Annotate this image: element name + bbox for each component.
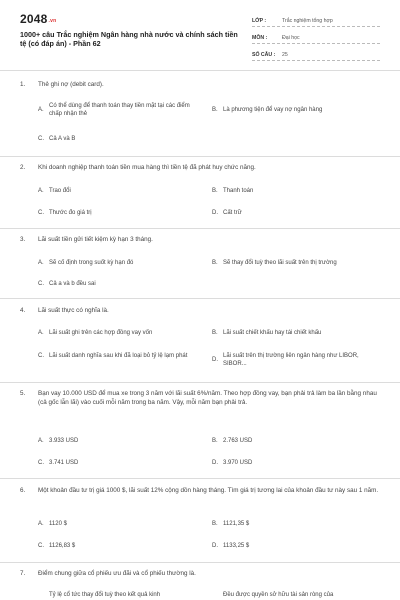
question-text: Một khoản đầu tư trị giá 1000 $, lãi suất 12% cộng dồn hàng tháng. Tìm giá trị tương lai của khoản đầu tư này sau 1 năm. xyxy=(38,487,379,494)
option-letter: A. xyxy=(38,330,44,336)
question-divider xyxy=(0,228,400,229)
question-divider xyxy=(0,562,400,563)
answer-option-c[interactable] xyxy=(38,542,203,550)
question-text: Thẻ ghi nợ (debit card). xyxy=(38,81,104,88)
question-header xyxy=(20,486,382,495)
option-letter: B. xyxy=(212,521,218,527)
answer-option-d[interactable] xyxy=(212,459,382,467)
question-header xyxy=(20,569,382,578)
option-letter: B. xyxy=(212,107,218,113)
option-text: Cả A và B xyxy=(49,136,76,142)
answer-option-b[interactable] xyxy=(212,329,382,337)
question-header xyxy=(20,306,382,315)
answer-option-c[interactable] xyxy=(38,459,203,467)
question-divider xyxy=(0,298,400,299)
question-5 xyxy=(20,389,382,479)
question-divider xyxy=(0,156,400,157)
question-number: 6. xyxy=(20,487,26,494)
document-meta xyxy=(252,12,380,63)
option-letter: D. xyxy=(212,460,218,466)
option-letter: A. xyxy=(38,521,44,527)
question-text: Lãi suất tiền gửi tiết kiệm kỳ hạn 3 tháng. xyxy=(38,236,153,243)
answer-option-b[interactable] xyxy=(212,437,382,445)
option-text: Cất trữ xyxy=(223,210,242,216)
question-number: 7. xyxy=(20,570,26,577)
option-letter: C. xyxy=(38,353,44,359)
option-text: Tỷ lệ cổ tức thay đổi tuỳ theo kết quả kinh xyxy=(49,592,161,598)
option-text: Sẽ thay đổi tuỳ theo lãi suất trên thị trường xyxy=(223,260,337,266)
answer-option-a[interactable] xyxy=(38,259,203,267)
meta-value: Đại học xyxy=(282,35,300,41)
option-letter: D. xyxy=(212,210,218,216)
answer-option-b[interactable] xyxy=(223,591,383,599)
answer-option-a[interactable] xyxy=(38,102,203,118)
question-header xyxy=(20,163,382,172)
meta-row-count xyxy=(252,46,380,61)
document-title: 1000+ câu Trắc nghiệm Ngân hàng nhà nước và chính sách tiền tệ (có đáp án) - Phần 62 xyxy=(20,30,238,48)
question-text: Khi doanh nghiệp thanh toán tiền mua hàng thì tiền tệ đã phát huy chức năng. xyxy=(38,164,256,171)
option-letter: B. xyxy=(212,260,218,266)
answer-option-a[interactable] xyxy=(38,187,203,195)
question-2 xyxy=(20,163,382,233)
question-header xyxy=(20,80,382,89)
question-1 xyxy=(20,80,382,160)
option-letter: B. xyxy=(212,438,218,444)
option-text: 3.741 USD xyxy=(49,460,79,466)
answer-option-a[interactable] xyxy=(49,591,214,599)
option-letter: C. xyxy=(38,136,44,142)
question-4 xyxy=(20,306,382,386)
question-number: 4. xyxy=(20,307,26,314)
option-text: 2.763 USD xyxy=(223,438,253,444)
meta-label: LỚP : xyxy=(252,18,267,24)
answer-option-b[interactable] xyxy=(212,520,382,528)
question-7 xyxy=(20,569,382,600)
option-text: 1121,35 $ xyxy=(223,521,250,527)
question-number: 2. xyxy=(20,164,26,171)
option-text: 3.933 USD xyxy=(49,438,79,444)
meta-label: MÔN : xyxy=(252,35,268,41)
answer-option-c[interactable] xyxy=(38,352,208,360)
option-text: Sẽ cố định trong suốt kỳ hạn đó xyxy=(49,260,134,266)
meta-row-class xyxy=(252,12,380,27)
option-text: Trao đổi xyxy=(49,188,71,194)
question-6 xyxy=(20,486,382,561)
option-text: Lãi suất chiết khấu hay tái chiết khấu xyxy=(223,330,322,336)
option-text: Cả a và b đều sai xyxy=(49,281,96,287)
option-text: Lãi suất trên thị trường liên ngân hàng như LIBOR, SIBOR... xyxy=(223,353,359,367)
document-header xyxy=(0,0,400,70)
option-text: 1126,83 $ xyxy=(49,543,76,549)
option-text: 1133,25 $ xyxy=(223,543,250,549)
question-header xyxy=(20,389,382,407)
answer-option-a[interactable] xyxy=(38,437,203,445)
answer-option-d[interactable] xyxy=(212,209,382,217)
option-letter: A. xyxy=(38,188,44,194)
question-3 xyxy=(20,235,382,300)
option-letter: D. xyxy=(212,357,218,363)
option-letter: C. xyxy=(38,543,44,549)
question-number: 3. xyxy=(20,236,26,243)
question-text: Bạn vay 10.000 USD để mua xe trong 3 năm với lãi suất 6%/năm. Theo hợp đồng vay, bạn phải trả làm ba lần bằng nhau (cả gốc lẫn lãi) vào cuối mỗi năm trong ba năm. Vậy, mỗi năm bạn phải trả. xyxy=(38,390,377,406)
option-text: Có thể dùng để thanh toán thay tiền mặt tại các điểm chấp nhận thẻ xyxy=(49,103,190,117)
answer-option-b[interactable] xyxy=(212,187,382,195)
question-number: 5. xyxy=(20,390,26,397)
header-divider xyxy=(0,70,400,71)
meta-value: Trắc nghiệm tổng hợp xyxy=(282,18,333,24)
option-letter: B. xyxy=(212,330,218,336)
answer-option-c[interactable] xyxy=(38,209,203,217)
logo-suffix: .vn xyxy=(48,18,57,24)
option-letter: A. xyxy=(38,438,44,444)
option-letter: D. xyxy=(212,543,218,549)
question-text: Lãi suất thực có nghĩa là. xyxy=(38,307,109,314)
option-text: Lãi suất danh nghĩa sau khi đã loại bỏ tỷ lệ lạm phát xyxy=(49,353,188,359)
meta-label: SỐ CÂU : xyxy=(252,52,276,58)
question-text: Điểm chung giữa cổ phiếu ưu đãi và cổ phiếu thường là. xyxy=(38,570,196,577)
option-text: Thước đo giá trị xyxy=(49,210,92,216)
option-text: Đều được quyền sở hữu tài sản ròng của xyxy=(223,592,334,598)
meta-row-subject xyxy=(252,29,380,44)
option-letter: A. xyxy=(38,107,44,113)
meta-value: 25 xyxy=(282,52,288,58)
option-text: 1120 $ xyxy=(49,521,67,527)
logo-text: 2048 xyxy=(20,12,48,26)
answer-option-a[interactable] xyxy=(38,329,208,337)
option-text: Thanh toán xyxy=(223,188,254,194)
site-logo[interactable] xyxy=(20,12,56,26)
answer-option-c[interactable] xyxy=(38,280,203,288)
answer-option-d[interactable] xyxy=(212,352,382,368)
answer-option-b[interactable] xyxy=(212,259,382,267)
option-letter: B. xyxy=(212,188,218,194)
answer-option-b[interactable] xyxy=(212,106,382,114)
answer-option-a[interactable] xyxy=(38,520,203,528)
option-text: Lãi suất ghi trên các hợp đồng vay vốn xyxy=(49,330,153,336)
option-text: Là phương tiện để vay nợ ngân hàng xyxy=(223,107,323,113)
option-letter: C. xyxy=(38,460,44,466)
question-number: 1. xyxy=(20,81,26,88)
option-letter: C. xyxy=(38,210,44,216)
option-text: 3.970 USD xyxy=(223,460,253,466)
question-divider xyxy=(0,382,400,383)
question-divider xyxy=(0,478,400,479)
option-letter: C. xyxy=(38,281,44,287)
answer-option-c[interactable] xyxy=(38,135,203,143)
option-letter: A. xyxy=(38,260,44,266)
answer-option-d[interactable] xyxy=(212,542,382,550)
question-header xyxy=(20,235,382,244)
